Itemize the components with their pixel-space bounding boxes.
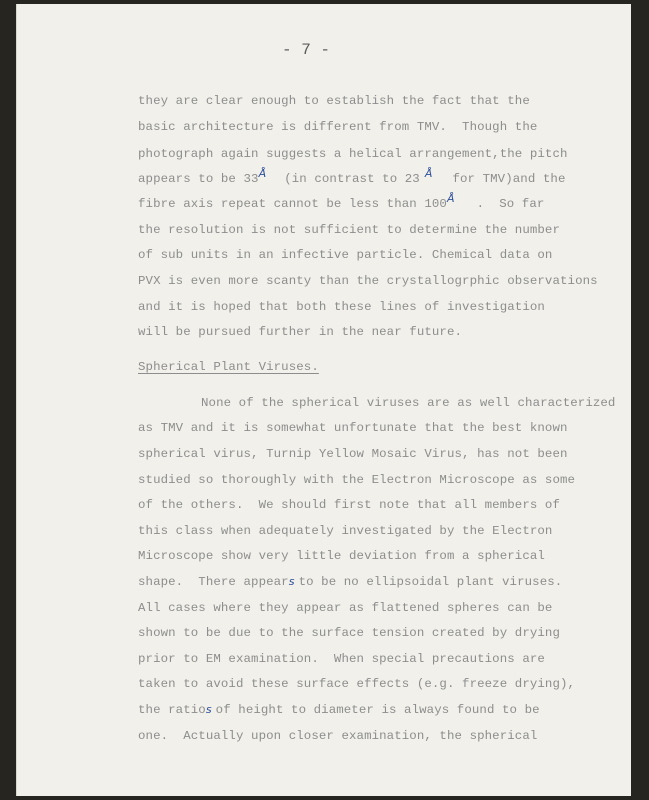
line-23-part-2: of height to diameter is always found to be bbox=[215, 703, 540, 717]
body-line-10: will be pursued further in the near future. bbox=[138, 325, 463, 339]
page-number: - 7 - bbox=[282, 41, 331, 59]
line-4-part-2: (in contrast to 23 bbox=[284, 172, 420, 186]
body-line-2: basic architecture is different from TMV. Though the bbox=[138, 120, 538, 134]
body-line-16: this class when adequately investigated by the Electron bbox=[138, 524, 553, 538]
body-line-9: and it is hoped that both these lines of investigation bbox=[138, 300, 545, 314]
line-18-part-1: shape. There appear bbox=[138, 575, 289, 589]
handwritten-angstrom-3: Å bbox=[446, 192, 455, 205]
body-line-18 bbox=[138, 575, 562, 589]
body-line-3: photograph again suggests a helical arrangement,the pitch bbox=[138, 147, 568, 161]
body-line-5 bbox=[138, 192, 545, 211]
handwritten-angstrom-1: Å bbox=[258, 167, 267, 180]
body-line-1: they are clear enough to establish the fact that the bbox=[138, 94, 530, 108]
handwritten-s-correction-2: s bbox=[205, 703, 212, 716]
body-line-11: None of the spherical viruses are as well characterized bbox=[201, 396, 616, 410]
body-line-19: All cases where they appear as flattened spheres can be bbox=[138, 601, 553, 615]
section-heading: Spherical Plant Viruses. bbox=[138, 360, 319, 374]
body-line-15: of the others. We should first note that all members of bbox=[138, 498, 560, 512]
body-line-4 bbox=[138, 167, 566, 186]
body-line-13: spherical virus, Turnip Yellow Mosaic Virus, has not been bbox=[138, 447, 568, 461]
handwritten-angstrom-2: Å bbox=[424, 167, 433, 180]
line-5-part-1: fibre axis repeat cannot be less than 100 bbox=[138, 197, 447, 211]
body-line-17: Microscope show very little deviation from a spherical bbox=[138, 549, 545, 563]
body-line-7: of sub units in an infective particle. Chemical data on bbox=[138, 248, 553, 262]
body-line-20: shown to be due to the surface tension created by drying bbox=[138, 626, 560, 640]
line-4-part-3: for TMV)and the bbox=[452, 172, 566, 186]
body-line-24: one. Actually upon closer examination, the spherical bbox=[138, 729, 538, 743]
line-18-part-2: to be no ellipsoidal plant viruses. bbox=[298, 575, 563, 589]
body-line-6: the resolution is not sufficient to determine the number bbox=[138, 223, 560, 237]
line-23-part-1: the ratio bbox=[138, 703, 206, 717]
body-line-14: studied so thoroughly with the Electron Microscope as some bbox=[138, 473, 576, 487]
body-line-21: prior to EM examination. When special precautions are bbox=[138, 652, 545, 666]
line-5-part-2: . So far bbox=[476, 197, 545, 211]
handwritten-s-correction-1: s bbox=[288, 575, 295, 588]
body-line-12: as TMV and it is somewhat unfortunate that the best known bbox=[138, 421, 568, 435]
body-line-23 bbox=[138, 703, 540, 717]
body-line-8: PVX is even more scanty than the crystallogrphic observations bbox=[138, 274, 598, 288]
document-sheet bbox=[16, 4, 631, 796]
body-line-22: taken to avoid these surface effects (e.g. freeze drying), bbox=[138, 677, 576, 691]
line-4-part-1: appears to be 33 bbox=[138, 172, 259, 186]
